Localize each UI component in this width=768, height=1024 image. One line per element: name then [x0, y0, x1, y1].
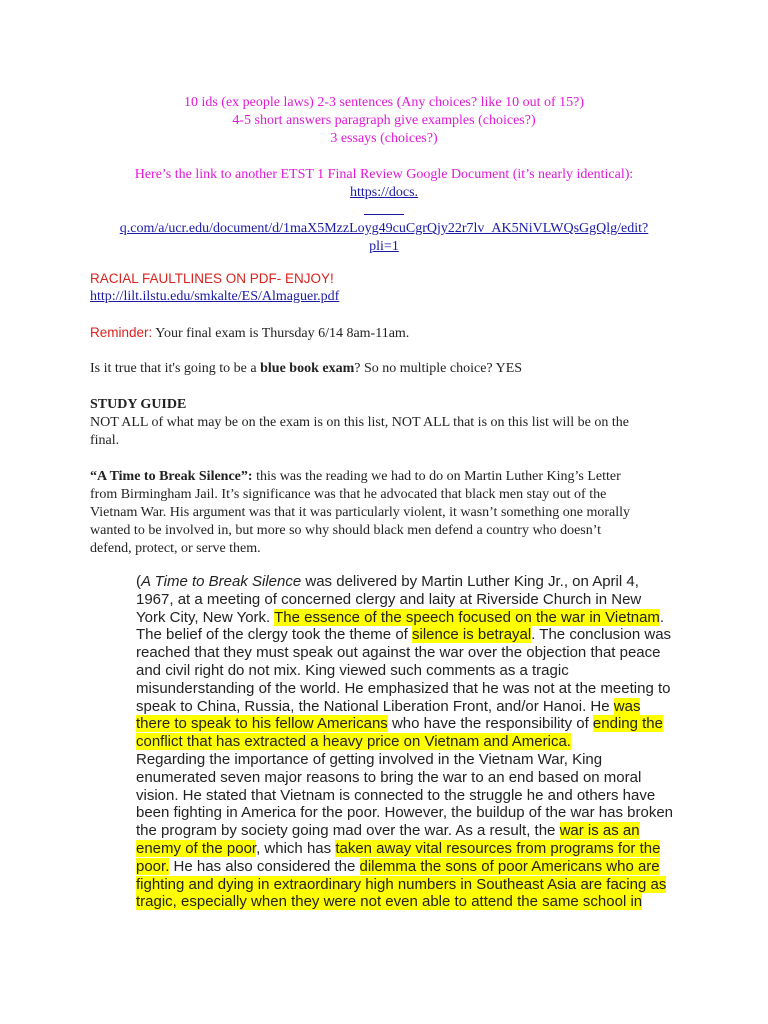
quote-text: . [659, 608, 665, 626]
highlighted-text: there to speak to his fellow Americans [136, 715, 388, 733]
highlighted-text: tragic, especially when they were not even able to attend the same school in [136, 893, 643, 911]
study-guide-heading: STUDY GUIDE [90, 397, 187, 412]
highlighted-text: ending the [592, 715, 663, 733]
exam-info-line-1: 10 ids (ex people laws) 2-3 sentences (Any choices? like 10 out of 15?) [183, 95, 585, 110]
quote-line [136, 769, 680, 787]
reminder-label: Reminder: [90, 325, 153, 340]
highlighted-text: dilemma the sons of poor Americans who are [359, 857, 660, 875]
quote-line [136, 680, 680, 698]
highlighted-text: poor. [136, 857, 170, 875]
speech-title-italic: A Time to Break Silence [141, 573, 302, 590]
exam-info-line-3: 3 essays (choices?) [330, 131, 438, 146]
exam-info-line-2: 4-5 short answers paragraph give examples (choices?) [232, 113, 536, 128]
review-doc-link-part-1[interactable]: https://docs. [349, 185, 419, 200]
reminder-text: Your final exam is Thursday 6/14 8am-11am. [152, 326, 410, 341]
quote-line [136, 662, 680, 680]
quote-line [136, 609, 680, 627]
racial-faultlines-title: RACIAL FAULTLINES ON PDF- ENJOY! [90, 271, 334, 286]
highlighted-text: silence is betrayal [412, 626, 532, 644]
quote-text: been fighting in America for the poor. However, the buildup of the war has broken [136, 804, 673, 822]
quote-line [136, 573, 680, 591]
highlighted-text: fighting and dying in extraordinary high numbers in Southeast Asia are facing as [136, 875, 667, 893]
quote-text: 1967, at a meeting of concerned clergy and laity at Riverside Church in New [136, 590, 642, 608]
quote-text: and civil right do not mix. King viewed such comments as a tragic [136, 661, 569, 679]
review-doc-intro: Here’s the link to another ETST 1 Final Review Google Document (it’s nearly identical): [134, 167, 634, 182]
quote-text: misunderstanding of the world. He emphasized that he was not at the meeting to [136, 679, 671, 697]
quote-text: Regarding the importance of getting involved in the Vietnam War, King [136, 750, 603, 768]
quote-text: ( [136, 573, 141, 590]
study-guide-section [90, 396, 690, 450]
quote-line [136, 715, 680, 733]
entry-line-3: wanted to be involved in, but more so why should black men defend a country who doesn’t [90, 523, 602, 538]
highlighted-text: was [613, 697, 641, 715]
question-text-before: Is it true that it's going to be a [90, 361, 261, 376]
quote-line [136, 644, 680, 662]
quote-text: The belief of the clergy took the theme of [136, 626, 412, 644]
highlighted-text: The essence of the speech focused on the war in Vietnam [274, 608, 660, 626]
quote-line [136, 751, 680, 769]
study-guide-note-line-1: NOT ALL of what may be on the exam is on this list, NOT ALL that is on this list will be on the [90, 415, 629, 430]
quote-text: He has also considered the [169, 857, 360, 875]
quote-text: the program by society going mad over the war. As a result, the [136, 822, 560, 840]
quote-text: . The conclusion was [531, 626, 672, 644]
quote-text: vision. He stated that Vietnam is connected to the struggle he and others have [136, 786, 656, 804]
review-doc-link-part-2[interactable]: q.com/a/ucr.edu/document/d/1maX5MzzLoyg49cuCgrQjy22r7lv_AK5NiVLWQsGgQlg/edit? [119, 221, 649, 236]
highlighted-text: conflict that has extracted a heavy price on Vietnam and America. [136, 733, 571, 751]
highlighted-text: enemy of the poor [136, 839, 257, 857]
question-text-after: ? So no multiple choice? YES [354, 361, 523, 376]
quote-line [136, 733, 680, 751]
study-guide-note-line-2: final. [90, 433, 120, 448]
quote-line [136, 787, 680, 805]
review-doc-link-block [40, 166, 728, 256]
quote-line [136, 858, 680, 876]
quote-line [136, 876, 680, 894]
quote-line [136, 893, 680, 911]
quote-line [136, 626, 680, 644]
blue-book-question [90, 360, 690, 378]
question-bold: blue book exam [260, 361, 355, 376]
quote-text: speak to China, Russia, the National Liberation Front, and/or Hanoi. He [136, 697, 614, 715]
quote-text: , which has [256, 839, 336, 857]
quote-text: York City, New York. [136, 608, 275, 626]
quote-text: reached that they must speak out against the war over the objection that peace [136, 644, 661, 662]
entry-line-2: Vietnam War. His argument was that it was particularly violent, it wasn’t something one morally [90, 505, 631, 520]
almaguer-pdf-link[interactable]: http://lilt.ilstu.edu/smkalte/ES/Almaguer.pdf [90, 289, 340, 304]
quote-line [136, 698, 680, 716]
entry-line-1: from Birmingham Jail. It’s significance was that he advocated that black men stay out of the [90, 487, 607, 502]
speech-summary-quote [136, 573, 680, 911]
reminder-line [90, 324, 690, 343]
entry-title: “A Time to Break Silence”: [90, 469, 253, 484]
quote-text: was delivered by Martin Luther King Jr., on April 4, [301, 573, 639, 590]
quote-text: who have the responsibility of [387, 715, 593, 733]
quote-text: enumerated seven major reasons to bring the war to an end based on moral [136, 768, 642, 786]
racial-faultlines-block [90, 270, 690, 306]
time-to-break-silence-entry [90, 468, 690, 558]
quote-line [136, 822, 680, 840]
entry-line-4: defend, protect, or serve them. [90, 541, 261, 556]
highlighted-text: war is as an [559, 822, 640, 840]
entry-line-0: this was the reading we had to do on Martin Luther King’s Letter [252, 469, 621, 484]
highlighted-text: taken away vital resources from programs for the [335, 839, 661, 857]
quote-line [136, 804, 680, 822]
quote-line [136, 591, 680, 609]
exam-format-info [40, 94, 728, 148]
link-underline-fragment [364, 202, 404, 215]
quote-line [136, 840, 680, 858]
review-doc-link-part-3[interactable]: pli=1 [369, 239, 399, 254]
